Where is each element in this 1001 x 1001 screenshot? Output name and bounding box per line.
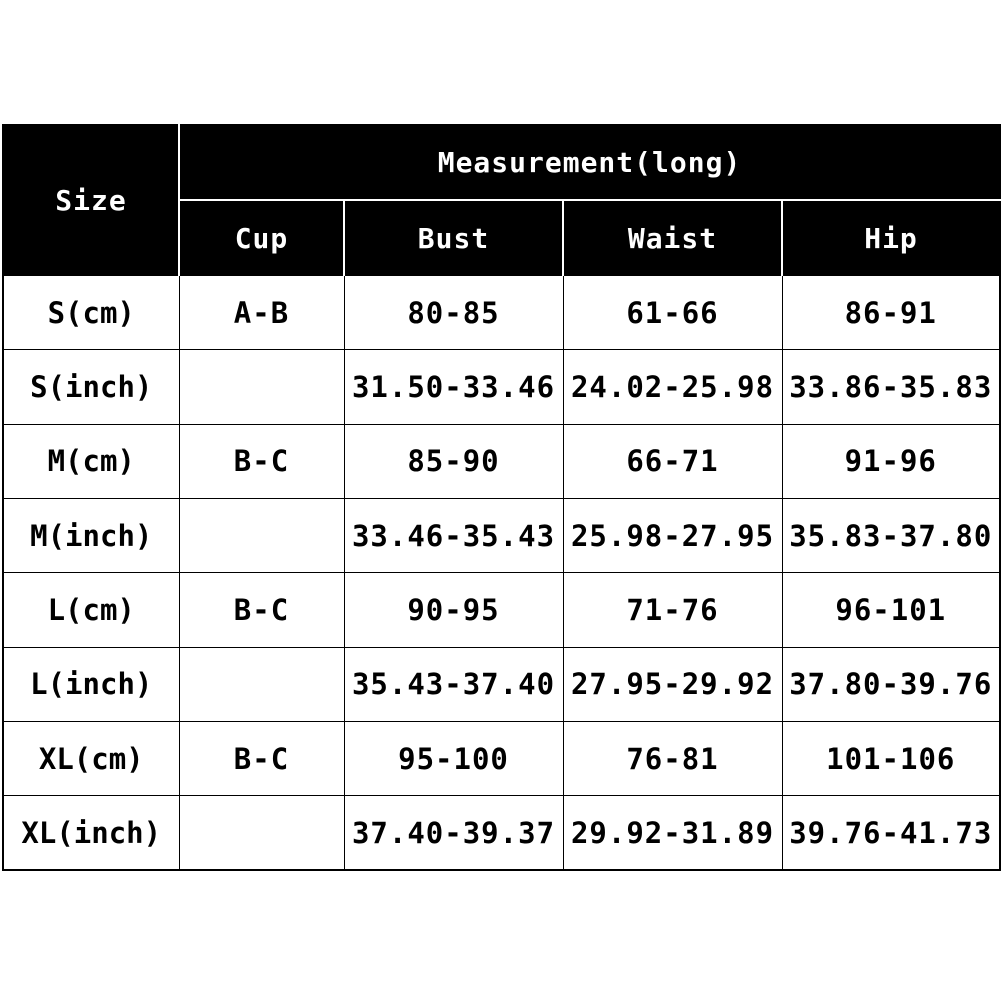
- cup-cell: B-C: [179, 721, 344, 795]
- waist-cell: 27.95-29.92: [563, 647, 782, 721]
- waist-header: Waist: [563, 200, 782, 275]
- bust-cell: 35.43-37.40: [344, 647, 563, 721]
- bust-header: Bust: [344, 200, 563, 275]
- cup-cell: [179, 647, 344, 721]
- bust-cell: 80-85: [344, 276, 563, 350]
- table-row: [3, 350, 1000, 424]
- size-cell: S(cm): [3, 276, 179, 350]
- bust-cell: 31.50-33.46: [344, 350, 563, 424]
- waist-cell: 66-71: [563, 424, 782, 498]
- bust-cell: 37.40-39.37: [344, 796, 563, 870]
- size-cell: M(cm): [3, 424, 179, 498]
- table-row: [3, 424, 1000, 498]
- table-row: [3, 498, 1000, 572]
- cup-cell: B-C: [179, 573, 344, 647]
- waist-cell: 71-76: [563, 573, 782, 647]
- bust-cell: 95-100: [344, 721, 563, 795]
- waist-cell: 61-66: [563, 276, 782, 350]
- bust-cell: 85-90: [344, 424, 563, 498]
- cup-cell: [179, 796, 344, 870]
- waist-cell: 29.92-31.89: [563, 796, 782, 870]
- cup-header: Cup: [179, 200, 344, 275]
- table-row: [3, 721, 1000, 795]
- hip-header: Hip: [782, 200, 1000, 275]
- waist-cell: 25.98-27.95: [563, 498, 782, 572]
- cup-cell: [179, 498, 344, 572]
- size-header: Size: [3, 125, 179, 276]
- size-cell: L(inch): [3, 647, 179, 721]
- hip-cell: 37.80-39.76: [782, 647, 1000, 721]
- hip-cell: 33.86-35.83: [782, 350, 1000, 424]
- hip-cell: 96-101: [782, 573, 1000, 647]
- size-cell: XL(cm): [3, 721, 179, 795]
- table-row: [3, 796, 1000, 870]
- hip-cell: 39.76-41.73: [782, 796, 1000, 870]
- header-row-top: [3, 125, 1000, 200]
- size-cell: M(inch): [3, 498, 179, 572]
- hip-cell: 86-91: [782, 276, 1000, 350]
- bust-cell: 33.46-35.43: [344, 498, 563, 572]
- size-cell: L(cm): [3, 573, 179, 647]
- table-row: [3, 647, 1000, 721]
- size-chart-table: [2, 124, 1001, 871]
- cup-cell: B-C: [179, 424, 344, 498]
- bust-cell: 90-95: [344, 573, 563, 647]
- size-cell: S(inch): [3, 350, 179, 424]
- cup-cell: [179, 350, 344, 424]
- cup-cell: A-B: [179, 276, 344, 350]
- waist-cell: 76-81: [563, 721, 782, 795]
- measurement-header: Measurement(long): [179, 125, 1000, 200]
- size-cell: XL(inch): [3, 796, 179, 870]
- hip-cell: 35.83-37.80: [782, 498, 1000, 572]
- table-row: [3, 573, 1000, 647]
- hip-cell: 91-96: [782, 424, 1000, 498]
- waist-cell: 24.02-25.98: [563, 350, 782, 424]
- hip-cell: 101-106: [782, 721, 1000, 795]
- table-row: [3, 276, 1000, 350]
